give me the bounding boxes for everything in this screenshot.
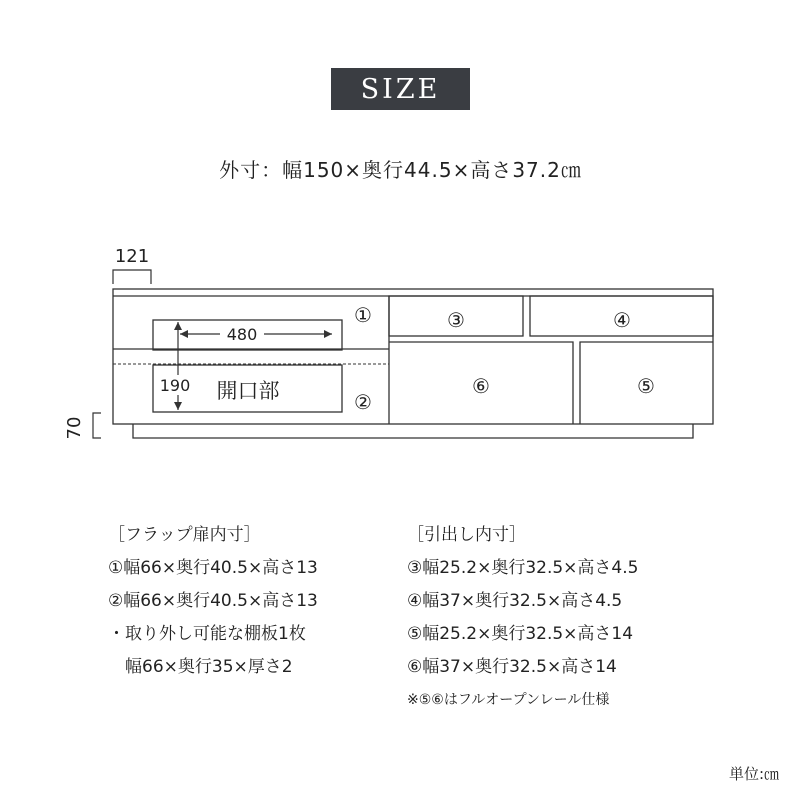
dim-480-label: 480: [226, 325, 258, 344]
drawer-line-6: ⑥幅37×奥行32.5×高さ14: [407, 657, 617, 677]
marker-6: ⑥: [472, 374, 490, 398]
flap-line-1: ①幅66×奥行40.5×高さ13: [108, 558, 318, 578]
dim-190-label: 190: [159, 376, 191, 395]
flap-heading: ［フラップ扉内寸］: [108, 525, 261, 545]
cabinet-base: [133, 424, 693, 438]
dim-121-label: 121: [114, 246, 150, 267]
drawer-specs: [407, 519, 638, 717]
marker-4: ④: [613, 308, 631, 332]
flap-specs: [108, 519, 318, 684]
drawer-line-4: ④幅37×奥行32.5×高さ4.5: [407, 591, 623, 611]
flap-line-2: ②幅66×奥行40.5×高さ13: [108, 591, 318, 611]
flap-line-4: 幅66×奥行35×厚さ2: [108, 657, 293, 677]
drawer-heading: ［引出し内寸］: [407, 525, 526, 545]
dim-70-label: 70: [64, 416, 85, 440]
opening-label: 開口部: [216, 379, 280, 403]
dim-121-bracket: [113, 270, 151, 284]
marker-5: ⑤: [637, 374, 655, 398]
drawer-line-3: ③幅25.2×奥行32.5×高さ4.5: [407, 558, 639, 578]
drawer-note: ※⑤⑥はフルオープンレール仕様: [407, 692, 610, 708]
marker-3: ③: [447, 308, 465, 332]
drawer-line-5: ⑤幅25.2×奥行32.5×高さ14: [407, 624, 634, 644]
unit-label: 単位:㎝: [728, 765, 779, 783]
dim-70-bracket: [93, 413, 101, 438]
marker-1: ①: [354, 303, 372, 327]
flap-line-3: ・取り外し可能な棚板1枚: [108, 624, 306, 644]
marker-2: ②: [354, 390, 372, 414]
size-title: SIZE: [360, 73, 441, 105]
outer-dimensions: 外寸：幅150×奥行44.5×高さ37.2㎝: [219, 158, 582, 182]
